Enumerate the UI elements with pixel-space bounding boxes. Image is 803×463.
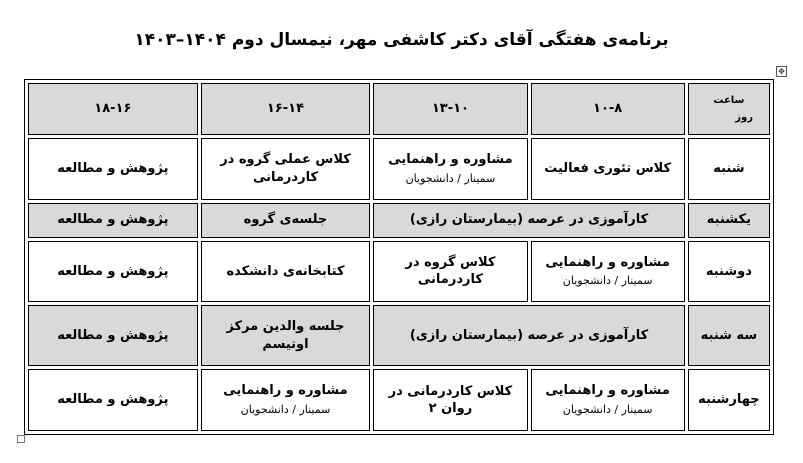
corner-cell [688,83,770,135]
time-header-3: ۱۶-۱۴ [201,83,371,135]
schedule-cell [531,241,685,303]
cell-sub-text: سمینار / دانشجویان [405,171,496,185]
schedule-cell: جلسه‌ی گروه [201,203,371,238]
day-cell: یکشنبه [688,203,770,238]
schedule-cell: پژوهش و مطالعه [28,305,198,366]
schedule-cell: پژوهش و مطالعه [28,203,198,238]
table-resize-handle[interactable] [17,435,25,443]
cell-main-text: مشاوره و راهنمایی [388,152,513,168]
time-header-1: ۱۰-۸ [531,83,685,135]
table-move-handle-icon[interactable]: ✥ [776,66,787,77]
table-row-saturday [28,138,770,200]
day-cell: سه شنبه [688,305,770,366]
corner-hour-label: ساعت [713,94,745,106]
time-header-4: ۱۸-۱۶ [28,83,198,135]
document-title: برنامه‌ی هفتگی آقای دکتر کاشفی مهر، نیمسال دوم ۱۴۰۴–۱۴۰۳ [134,30,669,50]
table-row-tuesday [28,305,770,366]
corner-day-label: روز [735,112,753,123]
schedule-table [24,79,774,435]
cell-sub-text: سمینار / دانشجویان [562,403,653,417]
schedule-cell: پژوهش و مطالعه [28,241,198,303]
day-cell: شنبه [688,138,770,200]
time-header-2: ۱۳-۱۰ [373,83,527,135]
schedule-cell: کلاس گروه در کاردرمانی [373,241,527,303]
cell-main-text: مشاوره و راهنمایی [545,254,670,270]
cell-sub-text: سمینار / دانشجویان [240,403,331,417]
day-cell: چهارشنبه [688,369,770,431]
schedule-cell [531,369,685,431]
schedule-cell-merged: کارآموزی در عرصه (بیمارستان رازی) [373,305,684,366]
schedule-cell: کلاس عملی گروه در کاردرمانی [201,138,371,200]
table-row-monday [28,241,770,303]
day-cell: دوشنبه [688,241,770,303]
schedule-cell: کتابخانه‌ی دانشکده [201,241,371,303]
schedule-cell: جلسه والدین مرکز اوتیسم [201,305,371,366]
header-row [28,83,770,135]
table-row-wednesday [28,369,770,431]
schedule-cell: کلاس تئوری فعالیت [531,138,685,200]
cell-sub-text: سمینار / دانشجویان [562,274,653,288]
table-row-sunday [28,203,770,238]
schedule-cell: پژوهش و مطالعه [28,369,198,431]
cell-main-text: مشاوره و راهنمایی [223,383,348,399]
schedule-cell: کلاس کاردرمانی در روان ۲ [373,369,527,431]
schedule-cell-merged: کارآموزی در عرصه (بیمارستان رازی) [373,203,684,238]
schedule-cell: پژوهش و مطالعه [28,138,198,200]
schedule-cell [373,138,527,200]
schedule-cell [201,369,371,431]
cell-main-text: مشاوره و راهنمایی [545,383,670,399]
